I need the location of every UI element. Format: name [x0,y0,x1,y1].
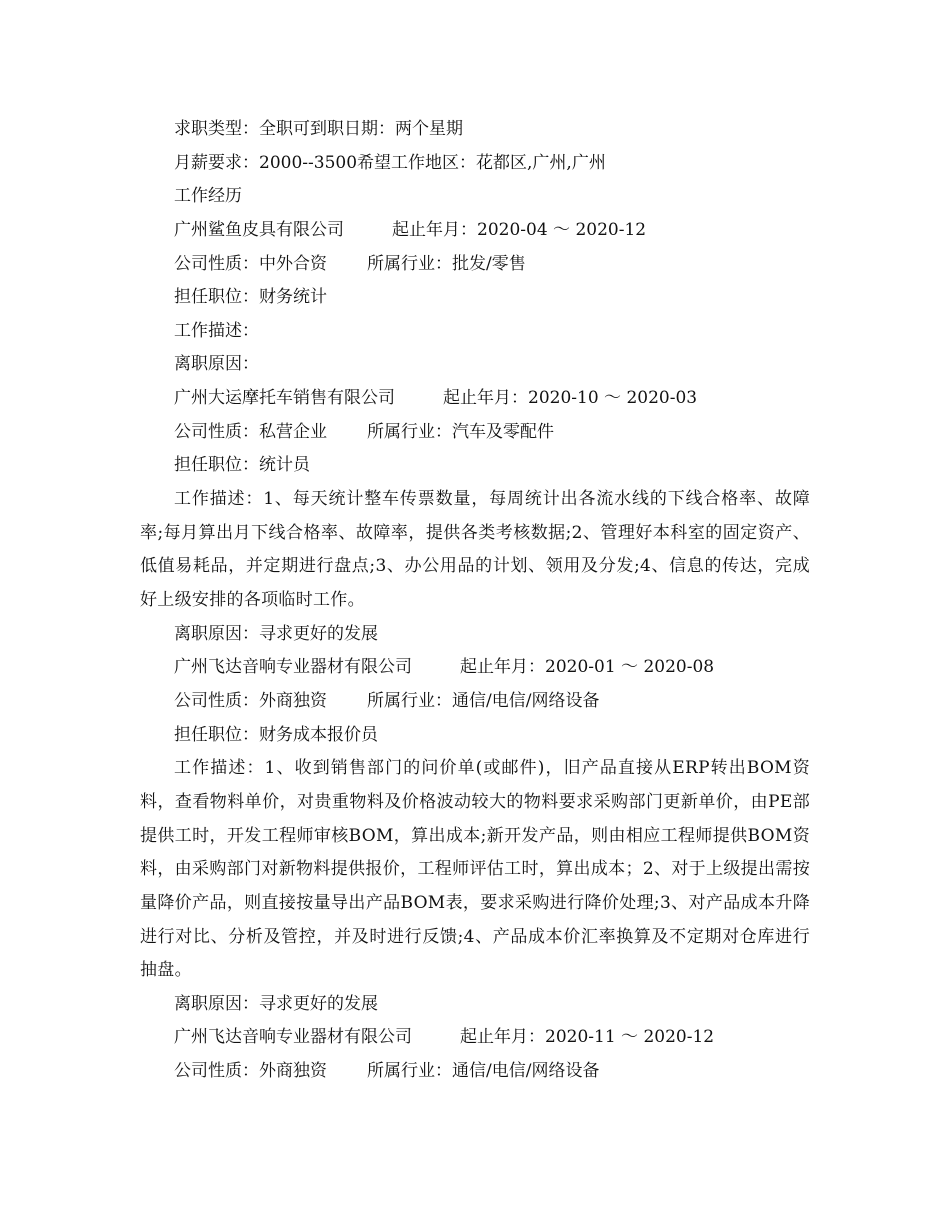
description-paragraph: 工作描述：1、收到销售部门的问价单(或邮件)，旧产品直接从ERP转出BOM资料，查看物料单价，对贵重物料及价格波动较大的物料要求采购部门更新单价，由PE部提供工时，开发工程师审核BOM，算出成本;新开发产品，则由相应工程师提供BOM资料，由采购部门对新物料提供报价，工程师评估工时，算出成本；2、对于上级提出需按量降价产品，则直接按量导出产品BOM表，要求采购进行降价处理;3、对产品成本升降进行对比、分析及管控，并及时进行反馈;4、产品成本价汇率换算及不定期对仓库进行抽盘。 [140,758,810,981]
company-name: 广州鲨鱼皮具有限公司 [174,219,344,240]
leave-reason-line: 离职原因：寻求更好的发展 [174,623,378,644]
company-nature: 公司性质：外商独资 [174,690,327,711]
company-nature: 公司性质：外商独资 [174,1061,327,1082]
job-entry [140,1021,810,1088]
company-line [140,382,810,416]
company-info-line [140,416,810,450]
industry: 所属行业：通信/电信/网络设备 [367,1061,600,1082]
position-line: 担任职位：统计员 [174,455,310,476]
position-line: 担任职位：财务统计 [174,287,327,308]
description-line: 工作描述： [174,320,259,341]
period: 起止年月：2020-10 ～ 2020-03 [443,388,698,409]
period: 起止年月：2020-04 ～ 2020-12 [392,219,647,240]
company-info-line [140,248,810,282]
description-paragraph: 工作描述：1、每天统计整车传票数量，每周统计出各流水线的下线合格率、故障率;每月算出月下线合格率、故障率，提供各类考核数据;2、管理好本科室的固定资产、低值易耗品，并定期进行盘点;3、办公用品的计划、领用及分发;4、信息的传达，完成好上级安排的各项临时工作。 [140,489,810,611]
job-entry [140,214,810,382]
company-line [140,651,810,685]
company-name: 广州大运摩托车销售有限公司 [174,388,395,409]
company-info-line [140,685,810,719]
company-info-line [140,1055,810,1089]
company-nature: 公司性质：中外合资 [174,253,327,274]
company-name: 广州飞达音响专业器材有限公司 [174,1027,412,1048]
position-line: 担任职位：财务成本报价员 [174,724,378,745]
industry: 所属行业：通信/电信/网络设备 [367,690,600,711]
company-name: 广州飞达音响专业器材有限公司 [174,657,412,678]
period: 起止年月：2020-01 ～ 2020-08 [460,657,715,678]
job-type-line: 求职类型：全职可到职日期：两个星期 [174,119,463,139]
industry: 所属行业：批发/零售 [367,253,526,274]
company-nature: 公司性质：私营企业 [174,421,327,442]
industry: 所属行业：汽车及零配件 [367,421,554,442]
section-heading-work-history: 工作经历 [174,186,242,207]
company-line [140,1021,810,1055]
job-entry [140,382,810,651]
salary-line: 月薪要求：2000--3500希望工作地区：花都区,广州,广州 [174,152,606,173]
company-line [140,214,810,248]
leave-reason-line: 离职原因：寻求更好的发展 [174,993,378,1014]
period: 起止年月：2020-11 ～ 2020-12 [460,1027,715,1048]
job-entry [140,651,810,1021]
leave-reason-line: 离职原因： [174,354,259,375]
